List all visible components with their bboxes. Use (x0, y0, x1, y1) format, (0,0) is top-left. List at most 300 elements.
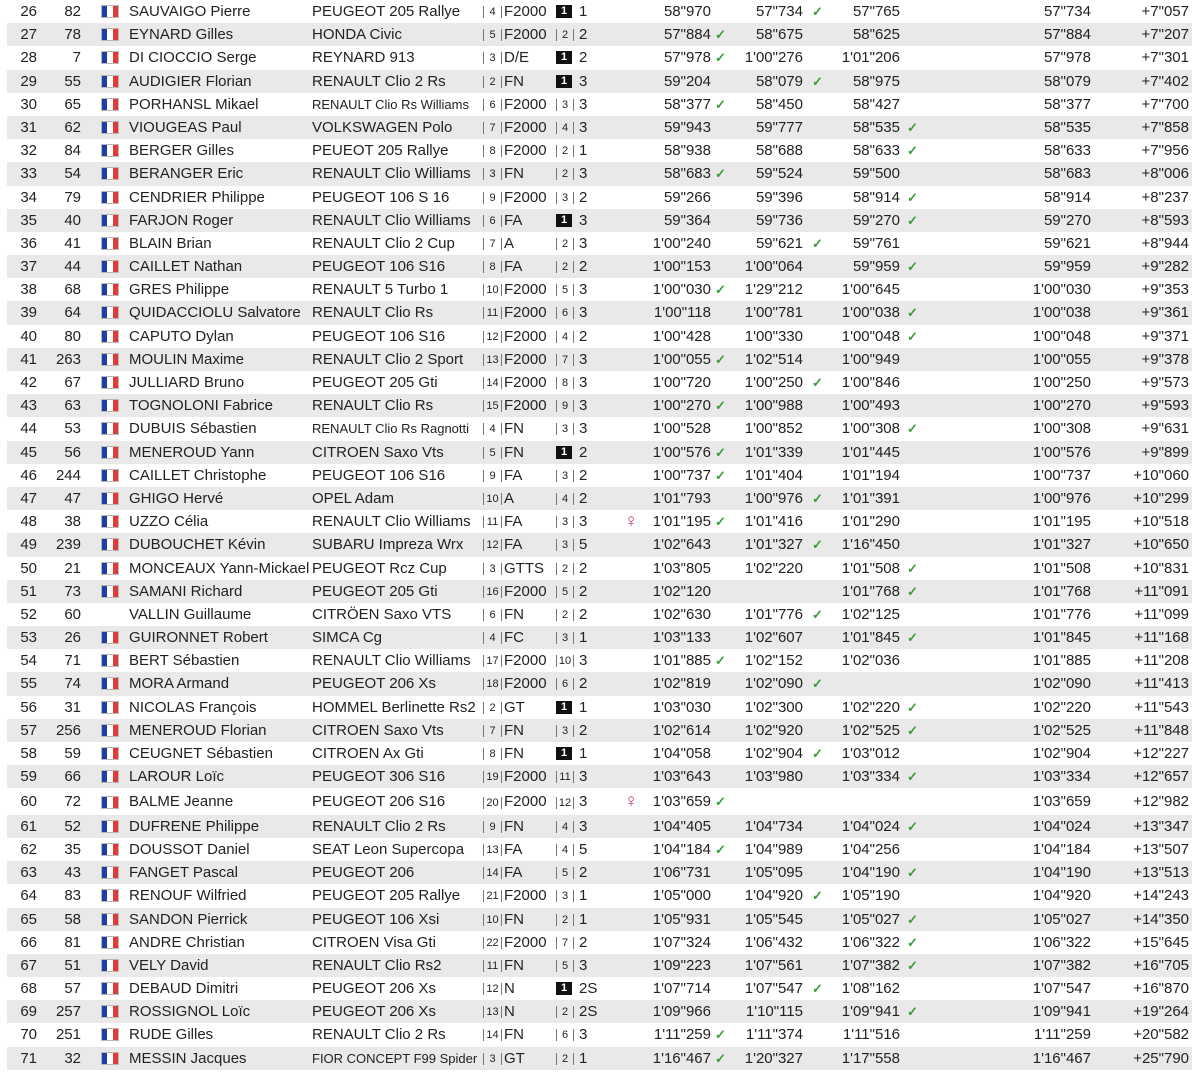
run2-time-cell: 1'07"547 (744, 980, 803, 998)
class-rank-cell: 8 (483, 748, 502, 760)
rank-cell: 52 (20, 605, 37, 623)
class-cell: F2000 (504, 95, 547, 113)
group-cell: 3 (579, 304, 588, 322)
group-cell: 3 (579, 234, 588, 252)
run1-time-cell: 57"884 (663, 26, 711, 44)
run1-time-cell: 1'00"576 (652, 443, 711, 461)
class-rank-cell: 13 (483, 1006, 502, 1018)
category-rank-cell: 8 (556, 377, 574, 389)
table-row (7, 46, 1192, 69)
class-rank-cell: 11 (483, 516, 502, 528)
car-cell: CITROEN Saxo Vts (312, 443, 444, 461)
best-time-cell: 1'01"885 (1032, 652, 1091, 670)
class-cell: GT (504, 698, 525, 716)
table-row (7, 487, 1192, 510)
run1-time-cell: 58"683 (663, 165, 711, 183)
france-flag-icon (101, 796, 119, 809)
category-rank-cell: 5 (556, 867, 574, 879)
france-flag-icon (101, 866, 119, 879)
driver-name-cell: CENDRIER Philippe (129, 188, 265, 206)
class-cell: FN (504, 165, 524, 183)
best-time-cell: 58"377 (1043, 95, 1091, 113)
class-rank-cell: 15 (483, 400, 502, 412)
rank-cell: 45 (20, 443, 37, 461)
rank-cell: 29 (20, 72, 37, 90)
run2-time-cell: 59"621 (755, 234, 803, 252)
gap-cell: +14"243 (1133, 887, 1189, 905)
gap-cell: +9"631 (1141, 420, 1189, 438)
group-cell: 2S (579, 980, 598, 998)
class-rank-cell: 6 (483, 99, 502, 111)
rank-cell: 43 (20, 397, 37, 415)
run2-time-cell: 1'02"607 (744, 629, 803, 647)
best-time-cell: 1'04"920 (1032, 887, 1091, 905)
best-time-cell: 1'00"576 (1032, 443, 1091, 461)
class-cell: FA (504, 536, 523, 554)
group-cell: 1 (579, 698, 588, 716)
category-rank-cell: 2 (556, 238, 574, 250)
gap-cell: +9"573 (1141, 374, 1189, 391)
table-row (7, 557, 1192, 580)
rank-cell: 39 (20, 304, 37, 322)
race-number-cell: 55 (64, 72, 81, 90)
class-cell: F2000 (504, 3, 547, 20)
group-cell: 3 (579, 397, 588, 415)
check-icon: ✓ (812, 981, 823, 997)
race-number-cell: 32 (64, 1049, 81, 1067)
table-row (7, 742, 1192, 765)
class-rank-cell: 12 (483, 983, 502, 995)
car-cell: RENAULT 5 Turbo 1 (312, 281, 449, 299)
category-rank-cell: 2 (556, 609, 574, 621)
car-cell: RENAULT Clio Rs2 (312, 956, 442, 974)
class-rank-cell: 9 (483, 470, 502, 482)
best-time-cell: 1'01"768 (1032, 582, 1091, 600)
rank-cell: 35 (20, 211, 37, 229)
driver-name-cell: TOGNOLONI Fabrice (129, 397, 273, 415)
race-number-cell: 56 (64, 443, 81, 461)
gap-cell: +8"593 (1141, 211, 1189, 229)
best-time-cell: 58"079 (1043, 72, 1091, 90)
group-cell: 1 (579, 142, 588, 160)
car-cell: RENAULT Clio Rs (312, 397, 434, 415)
table-row (7, 23, 1192, 46)
class-cell: F2000 (504, 887, 547, 905)
table-row (7, 325, 1192, 348)
car-cell: PEUGEOT 106 S16 (312, 258, 446, 276)
race-number-cell: 84 (64, 142, 81, 160)
car-cell: CITROEN Saxo Vts (312, 721, 444, 739)
best-time-cell: 1'03"334 (1032, 768, 1091, 786)
run2-time-cell: 1'29"212 (744, 281, 803, 299)
rank-cell: 51 (20, 582, 37, 600)
best-time-cell: 1'03"659 (1032, 793, 1091, 811)
check-icon: ✓ (907, 560, 918, 576)
run1-time-cell: 1'00"240 (652, 234, 711, 252)
driver-name-cell: LAROUR Loïc (129, 768, 225, 786)
gap-cell: +7"301 (1141, 49, 1189, 67)
category-rank-cell: 2 (556, 145, 574, 157)
run2-time-cell: 1'00"064 (744, 258, 803, 276)
france-flag-icon (101, 422, 119, 435)
gap-cell: +10"650 (1133, 536, 1189, 554)
rank-cell: 36 (20, 234, 37, 252)
class-rank-cell: 22 (483, 937, 502, 949)
run1-time-cell: 1'09"223 (652, 956, 711, 974)
group-cell: 1 (579, 745, 588, 762)
france-flag-icon (101, 330, 119, 343)
category-rank-cell: 6 (556, 1029, 574, 1041)
group-cell: 3 (579, 374, 588, 391)
table-row (7, 931, 1192, 954)
group-cell: 3 (579, 211, 588, 229)
category-rank-cell: 3 (556, 516, 574, 528)
gap-cell: +7"700 (1141, 95, 1189, 113)
run3-time-cell: 59"500 (852, 165, 900, 183)
class-cell: F2000 (504, 142, 547, 160)
run2-time-cell: 1'01"416 (744, 513, 803, 531)
best-time-cell: 1'00"270 (1032, 397, 1091, 415)
run2-time-cell: 1'04"734 (744, 817, 803, 835)
best-time-cell: 1'04"190 (1032, 864, 1091, 882)
class-cell: N (504, 1003, 515, 1021)
run1-time-cell: 1'05"931 (652, 910, 711, 928)
table-row (7, 954, 1192, 977)
run1-time-cell: 59"943 (663, 118, 711, 136)
race-number-cell: 79 (64, 188, 81, 206)
run1-time-cell: 58"970 (663, 3, 711, 20)
driver-name-cell: GRES Philippe (129, 281, 230, 299)
run3-time-cell: 1'01"194 (841, 466, 900, 484)
driver-name-cell: CAPUTO Dylan (129, 327, 234, 345)
check-icon: ✓ (715, 96, 726, 112)
run1-time-cell: 1'07"324 (652, 933, 711, 951)
check-icon: ✓ (907, 699, 918, 715)
france-flag-icon (101, 28, 119, 41)
rank-cell: 54 (20, 652, 37, 670)
france-flag-icon (101, 191, 119, 204)
gap-cell: +12"227 (1133, 745, 1189, 762)
rank-cell: 49 (20, 536, 37, 554)
rank-cell: 42 (20, 374, 37, 391)
driver-name-cell: EYNARD Gilles (129, 26, 234, 44)
run3-time-cell: 1'01"391 (841, 489, 900, 507)
france-flag-icon (101, 51, 119, 64)
class-rank-cell: 7 (483, 122, 502, 134)
car-cell: OPEL Adam (312, 489, 394, 507)
class-rank-cell: 10 (483, 914, 502, 926)
table-row (7, 348, 1192, 371)
france-flag-icon (101, 353, 119, 366)
rank-cell: 62 (20, 840, 37, 858)
run1-time-cell: 1'00"528 (652, 420, 711, 438)
table-row (7, 603, 1192, 626)
run3-time-cell: 59"761 (852, 234, 900, 252)
rank-cell: 48 (20, 513, 37, 531)
france-flag-icon (101, 144, 119, 157)
class-rank-cell: 7 (483, 238, 502, 250)
rank-cell: 32 (20, 142, 37, 160)
run3-time-cell: 1'04"190 (841, 864, 900, 882)
race-number-cell: 256 (55, 721, 81, 739)
category-rank-cell: 2 (556, 29, 574, 41)
class-rank-cell: 16 (483, 586, 502, 598)
class-rank-cell: 9 (483, 192, 502, 204)
class-rank-cell: 11 (483, 960, 502, 972)
group-cell: 3 (579, 72, 588, 90)
gap-cell: +13"347 (1133, 817, 1189, 835)
france-flag-icon (101, 631, 119, 644)
group-cell: 2 (579, 26, 588, 44)
class-cell: F2000 (504, 118, 547, 136)
class-rank-cell: 11 (483, 307, 502, 319)
class-cell: FC (504, 629, 524, 647)
run2-time-cell: 1'00"276 (744, 49, 803, 67)
table-row (7, 1047, 1192, 1070)
car-cell: RENAULT Clio Rs Williams (312, 96, 469, 112)
check-icon: ✓ (715, 444, 726, 460)
table-row (7, 510, 1192, 533)
driver-name-cell: RUDE Gilles (129, 1026, 214, 1044)
check-icon: ✓ (907, 143, 918, 159)
category-rank-cell: 2 (556, 914, 574, 926)
check-icon: ✓ (907, 769, 918, 785)
group-cell: 2 (579, 489, 588, 507)
race-number-cell: 7 (72, 49, 81, 67)
group-cell: 3 (579, 95, 588, 113)
category-rank-cell: 2 (556, 1053, 574, 1065)
gap-cell: +9"899 (1141, 443, 1189, 461)
check-icon: ✓ (907, 328, 918, 344)
run3-time-cell: 58"914 (852, 188, 900, 206)
rank-cell: 64 (20, 887, 37, 905)
table-row (7, 209, 1192, 232)
car-cell: SIMCA Cg (312, 629, 383, 647)
best-time-cell: 1'06"322 (1032, 933, 1091, 951)
class-rank-cell: 5 (483, 447, 502, 459)
class-cell: F2000 (504, 933, 547, 951)
group-cell: 1 (579, 3, 588, 20)
driver-name-cell: BERANGER Eric (129, 165, 244, 183)
race-number-cell: 58 (64, 910, 81, 928)
run2-time-cell: 1'10"115 (745, 1003, 803, 1021)
check-icon: ✓ (907, 818, 918, 834)
check-icon: ✓ (907, 911, 918, 927)
table-row (7, 232, 1192, 255)
table-row (7, 255, 1192, 278)
check-icon: ✓ (715, 467, 726, 483)
gap-cell: +9"361 (1141, 304, 1189, 322)
rank-cell: 61 (20, 817, 37, 835)
table-row (7, 788, 1192, 814)
france-flag-icon (101, 446, 119, 459)
driver-name-cell: DUBUIS Sébastien (129, 420, 257, 438)
group-cell: 5 (579, 840, 588, 858)
female-symbol-icon: ♀ (623, 511, 639, 533)
run1-time-cell: 1'03"659 (652, 793, 711, 811)
gap-cell: +12"982 (1133, 793, 1189, 811)
run2-time-cell: 1'04"989 (744, 840, 803, 858)
run3-time-cell: 58"625 (852, 26, 900, 44)
group-cell: 3 (579, 768, 588, 786)
best-time-cell: 1'07"382 (1032, 956, 1091, 974)
rank-cell: 53 (20, 629, 37, 647)
best-time-cell: 1'00"250 (1032, 374, 1091, 391)
driver-name-cell: BALME Jeanne (129, 793, 234, 811)
best-time-cell: 1'04"024 (1032, 817, 1091, 835)
group-cell: 3 (579, 165, 588, 183)
table-row (7, 815, 1192, 838)
check-icon: ✓ (907, 630, 918, 646)
run3-time-cell: 1'02"036 (841, 652, 900, 670)
run1-time-cell: 57"978 (663, 49, 711, 67)
group-cell: 2 (579, 582, 588, 600)
rank-cell: 41 (20, 350, 37, 368)
rank-cell: 44 (20, 420, 37, 438)
group-cell: 3 (579, 793, 588, 811)
group-cell: 2 (579, 49, 588, 67)
table-row (7, 371, 1192, 394)
class-cell: F2000 (504, 281, 547, 299)
class-cell: F2000 (504, 327, 547, 345)
france-flag-icon (101, 747, 119, 760)
check-icon: ✓ (812, 676, 823, 692)
race-number-cell: 82 (64, 3, 81, 20)
class-cell: FN (504, 72, 524, 90)
category-rank-cell: 5 (556, 586, 574, 598)
run2-time-cell: 59"396 (755, 188, 803, 206)
run3-time-cell: 1'06"322 (841, 933, 900, 951)
class-cell: FN (504, 721, 524, 739)
category-rank-cell: 5 (556, 284, 574, 296)
run1-time-cell: 1'00"153 (652, 258, 711, 276)
rank-cell: 55 (20, 675, 37, 693)
race-number-cell: 66 (64, 768, 81, 786)
check-icon: ✓ (812, 746, 823, 761)
run3-time-cell: 1'01"290 (841, 513, 900, 531)
group-cell: 2 (579, 933, 588, 951)
table-row (7, 0, 1192, 23)
class-cell: FA (504, 258, 523, 276)
class-cell: F2000 (504, 26, 547, 44)
class-winner-badge: 1 (556, 446, 572, 459)
class-rank-cell: 2 (483, 702, 502, 714)
class-cell: F2000 (504, 374, 547, 391)
run1-time-cell: 1'07"714 (652, 980, 711, 998)
class-cell: F2000 (504, 350, 547, 368)
table-row (7, 908, 1192, 931)
france-flag-icon (101, 677, 119, 690)
gap-cell: +8"237 (1141, 188, 1189, 206)
class-rank-cell: 2 (483, 76, 502, 88)
category-rank-cell: 3 (556, 99, 574, 111)
driver-name-cell: FANGET Pascal (129, 864, 238, 882)
race-number-cell: 38 (64, 513, 81, 531)
gap-cell: +14"350 (1133, 910, 1189, 928)
run1-time-cell: 1'06"731 (652, 864, 711, 882)
car-cell: PEUGEOT 306 S16 (312, 768, 446, 786)
run3-time-cell: 59"270 (852, 211, 900, 229)
france-flag-icon (101, 98, 119, 111)
class-rank-cell: 13 (483, 354, 502, 366)
table-row (7, 417, 1192, 440)
france-flag-icon (101, 959, 119, 972)
race-number-cell: 43 (64, 864, 81, 882)
class-rank-cell: 4 (483, 6, 502, 18)
rank-cell: 50 (20, 559, 37, 577)
run1-time-cell: 1'04"058 (652, 745, 711, 762)
gap-cell: +7"956 (1141, 142, 1189, 160)
best-time-cell: 1'16"467 (1032, 1049, 1091, 1067)
run3-time-cell: 1'00"493 (841, 397, 900, 415)
run2-time-cell: 58"675 (755, 26, 803, 44)
run1-time-cell: 1'04"184 (652, 840, 711, 858)
class-rank-cell: 3 (483, 1053, 502, 1065)
gap-cell: +11"091 (1134, 582, 1189, 600)
run3-time-cell: 1'01"206 (841, 49, 900, 67)
run1-time-cell: 1'02"630 (652, 605, 711, 623)
check-icon: ✓ (907, 189, 918, 205)
race-number-cell: 68 (64, 281, 81, 299)
gap-cell: +16"705 (1133, 956, 1189, 974)
category-rank-cell: 2 (556, 168, 574, 180)
run3-time-cell: 57"765 (852, 3, 900, 20)
gap-cell: +11"413 (1134, 675, 1189, 693)
group-cell: 1 (579, 910, 588, 928)
group-cell: 3 (579, 652, 588, 670)
run1-time-cell: 1'03"030 (652, 698, 711, 716)
table-row (7, 696, 1192, 719)
class-cell: FN (504, 956, 524, 974)
run2-time-cell: 59"524 (755, 165, 803, 183)
run2-time-cell: 1'00"976 (744, 489, 803, 507)
run3-time-cell: 1'01"845 (841, 629, 900, 647)
car-cell: PEUGEOT 205 Gti (312, 374, 438, 391)
class-cell: FN (504, 910, 524, 928)
group-cell: 2 (579, 605, 588, 623)
car-cell: REYNARD 913 (312, 49, 415, 67)
race-number-cell: 59 (64, 745, 81, 762)
run2-time-cell: 58"450 (755, 95, 803, 113)
run1-time-cell: 1'04"405 (652, 817, 711, 835)
run3-time-cell: 1'09"941 (841, 1003, 900, 1021)
rank-cell: 71 (20, 1049, 37, 1067)
gap-cell: +16"870 (1133, 980, 1189, 998)
group-cell: 1 (579, 629, 588, 647)
class-rank-cell: 6 (483, 609, 502, 621)
driver-name-cell: RENOUF Wilfried (129, 887, 247, 905)
gap-cell: +12"657 (1133, 768, 1189, 786)
class-cell: A (504, 489, 515, 507)
table-row (7, 1000, 1192, 1023)
run2-time-cell: 1'02"090 (744, 675, 803, 693)
france-flag-icon (101, 1005, 119, 1018)
table-row (7, 70, 1192, 93)
check-icon: ✓ (907, 259, 918, 275)
france-flag-icon (101, 399, 119, 412)
car-cell: PEUGEOT 205 Rallye (312, 3, 461, 20)
france-flag-icon (101, 237, 119, 250)
group-cell: 2 (579, 327, 588, 345)
france-flag-icon (101, 260, 119, 273)
rank-cell: 58 (20, 745, 37, 762)
class-rank-cell: 3 (483, 168, 502, 180)
table-row (7, 464, 1192, 487)
car-cell: RENAULT Clio 2 Rs (312, 72, 446, 90)
race-number-cell: 40 (64, 211, 81, 229)
run3-time-cell: 1'16"450 (841, 536, 900, 554)
class-cell: N (504, 980, 515, 998)
